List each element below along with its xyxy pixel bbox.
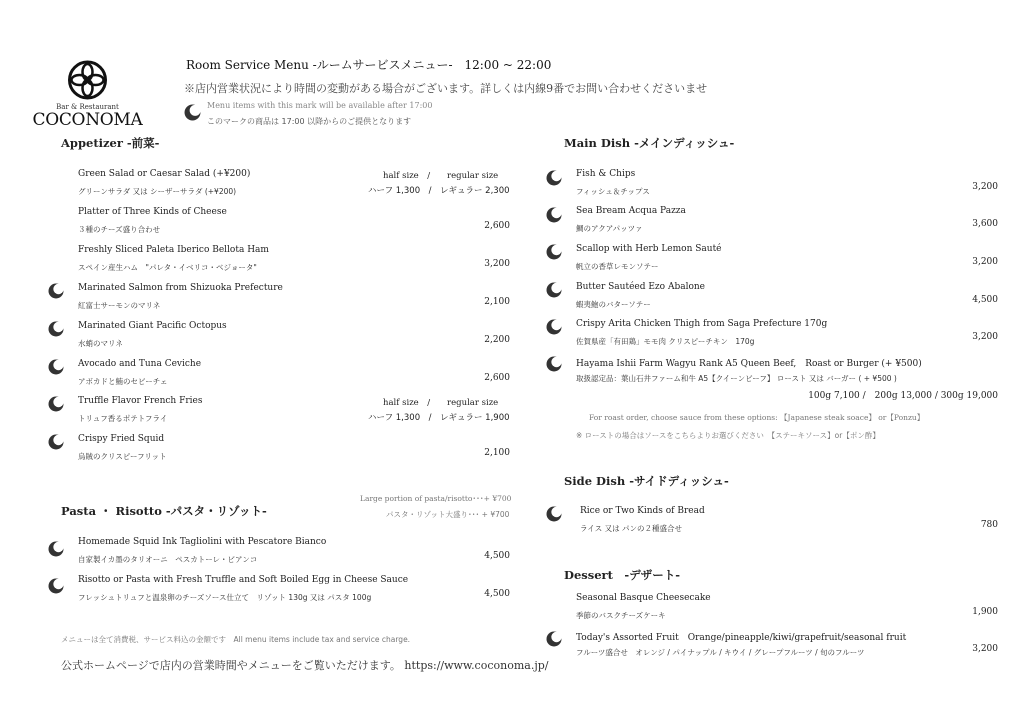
item-price: 1,900 [972, 607, 998, 617]
item-price: 3,200 [484, 259, 510, 269]
item-name-jp: グリーンサラダ 又は シーザーサラダ (+¥200) [78, 187, 237, 196]
side-dish-title: Side Dish -サイドディッシュ- [564, 474, 729, 488]
size-labels: half size / regular size [383, 398, 499, 408]
size-labels: half size / regular size [383, 171, 499, 181]
item-name-en: Sea Bream Acqua Pazza [576, 206, 686, 216]
moon-icon [546, 244, 562, 260]
item-name-en: Freshly Sliced Paleta Iberico Bellota Ham [78, 245, 269, 255]
item-name-jp: ３種のチーズ盛り合わせ [78, 225, 161, 234]
size-prices: ハーフ 1,300 / レギュラー 1,900 [368, 413, 510, 423]
item-name-en: Marinated Salmon from Shizuoka Prefecture [78, 283, 283, 293]
item-price: 4,500 [972, 295, 998, 305]
moon-icon [546, 506, 562, 522]
item-price: 100g 7,100 / 200g 13,000 / 300g 19,000 [808, 391, 998, 401]
item-price: 4,500 [484, 589, 510, 599]
moon-legend-icon [184, 104, 201, 121]
moon-icon [48, 321, 64, 337]
item-price: 2,200 [484, 335, 510, 345]
appetizer-title: Appetizer -前菜- [61, 136, 160, 150]
item-price: 2,100 [484, 297, 510, 307]
item-name-en: Scallop with Herb Lemon Sauté [576, 244, 722, 254]
item-name-en: Today's Assorted Fruit Orange/pineapple/kiwi/grapefruit/seasonal fruit [576, 633, 907, 643]
item-name-en: Seasonal Basque Cheesecake [576, 593, 711, 603]
item-price: 3,200 [972, 182, 998, 192]
item-price: 2,600 [484, 221, 510, 231]
legend-text-en: Menu items with this mark will be available after 17:00 [207, 101, 433, 110]
item-name-en: Butter Sautéed Ezo Abalone [576, 282, 705, 292]
main-dish-title: Main Dish -メインディッシュ- [564, 136, 735, 150]
pasta-large-note-en: Large portion of pasta/risotto･･･+ ¥700 [360, 494, 512, 503]
item-price: 4,500 [484, 551, 510, 561]
item-name-jp: 水蛸のマリネ [78, 339, 123, 348]
item-name-en: Hayama Ishii Farm Wagyu Rank A5 Queen Beef, Roast or Burger (+ ¥500) [576, 359, 922, 369]
hours-note: ※店内営業状況により時間の変動がある場合がございます。詳しくは内線9番でお問い合わせくださいませ [184, 82, 708, 95]
item-name-jp: トリュフ香るポテトフライ [78, 414, 168, 423]
tax-note: メニューは全て消費税、サービス料込の金額です All menu items include tax and service charge. [61, 635, 411, 644]
item-name-jp: 自家製イカ墨のタリオーニ ペスカトーレ・ビアンコ [78, 555, 258, 564]
website-note: 公式ホームページで店内の営業時間やメニューをご覧いただけます。 https://www.coconoma.jp/ [61, 659, 549, 672]
item-name-jp: 紅富士サーモンのマリネ [78, 301, 161, 310]
item-name-jp: 帆立の香草レモンソテー [576, 262, 659, 271]
item-name-jp: 季節のバスクチーズケーキ [576, 611, 666, 620]
menu-title: Room Service Menu -ルームサービスメニュー- 12:00 ~ 22:00 [186, 58, 552, 72]
logo-subtitle: Bar & Restaurant [56, 103, 119, 111]
moon-icon [48, 578, 64, 594]
item-price: 2,600 [484, 373, 510, 383]
item-name-en: Marinated Giant Pacific Octopus [78, 321, 227, 331]
item-name-en: Crispy Arita Chicken Thigh from Saga Prefecture 170g [576, 319, 828, 329]
moon-icon [546, 170, 562, 186]
item-price: 3,200 [972, 332, 998, 342]
item-name-jp: アボカドと鮪のセビーチェ [78, 377, 168, 386]
moon-icon [48, 541, 64, 557]
moon-icon [48, 359, 64, 375]
sauce-note-en: For roast order, choose sauce from these options: 【Japanese steak soace】 or【Ponzu】 [589, 413, 925, 422]
item-name-en: Green Salad or Caesar Salad (+¥200) [78, 169, 251, 179]
size-prices: ハーフ 1,300 / レギュラー 2,300 [368, 186, 510, 196]
item-name-jp: 烏賊のクリスピーフリット [78, 452, 167, 461]
item-name-jp: 佐賀県産「有田鶏」モモ肉 クリスピーチキン 170g [576, 337, 755, 346]
sauce-note-jp: ※ ローストの場合はソースをこちらよりお選びください 【ステーキソース】or【ポン酢】 [576, 431, 880, 440]
item-name-jp: スペイン産生ハム "パレタ・イベリコ・べジョータ" [78, 263, 257, 272]
item-name-en: Fish & Chips [576, 169, 636, 179]
moon-icon [48, 396, 64, 412]
coconoma-logo [30, 60, 145, 135]
item-price: 780 [980, 520, 998, 530]
logo-brand: COCONOMA [32, 110, 143, 130]
item-name-en: Avocado and Tuna Ceviche [78, 359, 202, 369]
item-price: 3,600 [972, 219, 998, 229]
moon-icon [546, 207, 562, 223]
item-name-en: Homemade Squid Ink Tagliolini with Pescatore Bianco [78, 537, 327, 547]
item-price: 3,200 [972, 644, 998, 654]
legend-text-jp: このマークの商品は 17:00 以降からのご提供となります [207, 117, 412, 126]
logo-emblem-icon [66, 60, 109, 100]
pasta-large-note-jp: パスタ・リゾット大盛り･･･ + ¥700 [386, 510, 510, 519]
item-name-jp: 取扱認定品：葉山石井ファーム和牛 A5【クイーンビーフ】 ロースト 又は バーガー ( + ¥500 ) [576, 374, 897, 383]
item-name-en: Platter of Three Kinds of Cheese [78, 207, 227, 217]
item-name-jp: フルーツ盛合せ オレンジ / パイナップル / キウイ / グレープフルーツ / 旬のフルーツ [576, 648, 865, 657]
moon-icon [546, 319, 562, 335]
item-name-en: Crispy Fried Squid [78, 434, 165, 444]
item-name-en: Truffle Flavor French Fries [78, 396, 203, 406]
item-name-en: Rice or Two Kinds of Bread [580, 506, 705, 516]
moon-icon [546, 356, 562, 372]
item-name-jp: 蝦夷鮑のバターソテー [576, 300, 651, 309]
dessert-title: Dessert -デザート- [564, 568, 680, 582]
moon-icon [546, 282, 562, 298]
item-name-jp: 鯛のアクアパッツァ [576, 224, 643, 233]
item-name-jp: フレッシュトリュフと温泉卵のチーズソース仕立て リゾット 130g 又は パスタ 100g [78, 593, 372, 602]
pasta-title: Pasta ・ Risotto -パスタ・リゾット- [61, 504, 267, 518]
item-price: 3,200 [972, 257, 998, 267]
item-name-jp: フィッシュ＆チップス [576, 187, 650, 196]
item-name-en: Risotto or Pasta with Fresh Truffle and Soft Boiled Egg in Cheese Sauce [78, 575, 409, 585]
moon-icon [48, 283, 64, 299]
moon-icon [546, 631, 562, 647]
item-name-jp: ライス 又は パンの２種盛合せ [580, 524, 682, 533]
moon-icon [48, 434, 64, 450]
item-price: 2,100 [484, 448, 510, 458]
